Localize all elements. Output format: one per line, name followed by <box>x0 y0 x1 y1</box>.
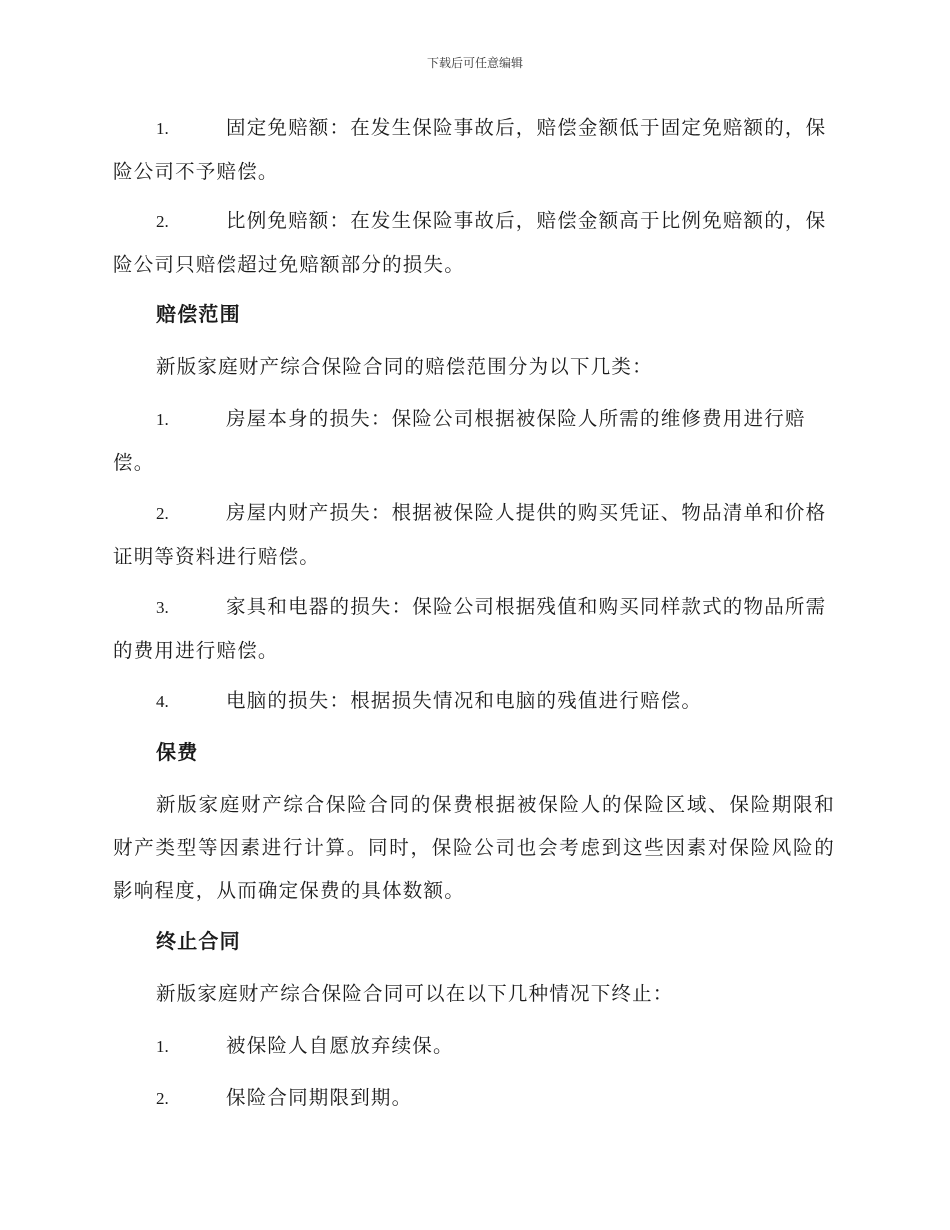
list-text: 比例免赔额：在发生保险事故后，赔偿金额高于比例免赔额的，保险公司只赔偿超过免赔额部分的损失。 <box>113 209 827 276</box>
list-text: 房屋本身的损失：保险公司根据被保险人所需的维修费用进行赔偿。 <box>113 407 806 474</box>
list-number: 2. <box>156 504 169 523</box>
section-heading-premium: 保费 <box>156 740 199 764</box>
paragraph: 新版家庭财产综合保险合同的保费根据被保险人的保险区域、保险期限和财产类型等因素进行计算。同时，保险公司也会考虑到这些因素对保险风险的影响程度，从而确定保费的具体数额。 <box>113 793 835 902</box>
list-number: 3. <box>156 598 169 617</box>
paragraph: 新版家庭财产综合保险合同的赔偿范围分为以下几类： <box>156 355 653 378</box>
list-item <box>113 585 835 672</box>
list-item <box>113 199 835 286</box>
list-number: 1. <box>156 1037 169 1056</box>
list-number: 1. <box>156 119 169 138</box>
header-note: 下载后可任意编辑 <box>426 56 523 70</box>
list-item <box>113 1076 835 1120</box>
list-item <box>113 491 835 578</box>
list-text: 房屋内财产损失：根据被保险人提供的购买凭证、物品清单和价格证明等资料进行赔偿。 <box>113 501 827 568</box>
list-text: 家具和电器的损失：保险公司根据残值和购买同样款式的物品所需的费用进行赔偿。 <box>113 595 827 662</box>
section-heading-termination: 终止合同 <box>156 929 241 953</box>
list-item <box>113 679 835 723</box>
list-text: 固定免赔额：在发生保险事故后，赔偿金额低于固定免赔额的，保险公司不予赔偿。 <box>113 116 827 183</box>
list-text: 电脑的损失：根据损失情况和电脑的残值进行赔偿。 <box>226 689 703 712</box>
section-heading-compensation-scope: 赔偿范围 <box>156 302 241 326</box>
list-number: 2. <box>156 212 169 231</box>
list-item <box>113 397 835 484</box>
list-number: 1. <box>156 410 169 429</box>
list-item <box>113 1024 835 1068</box>
list-text: 保险合同期限到期。 <box>226 1086 413 1109</box>
list-item <box>113 106 835 193</box>
list-number: 4. <box>156 692 169 711</box>
list-number: 2. <box>156 1089 169 1108</box>
paragraph: 新版家庭财产综合保险合同可以在以下几种情况下终止： <box>156 982 674 1005</box>
list-text: 被保险人自愿放弃续保。 <box>226 1034 454 1057</box>
